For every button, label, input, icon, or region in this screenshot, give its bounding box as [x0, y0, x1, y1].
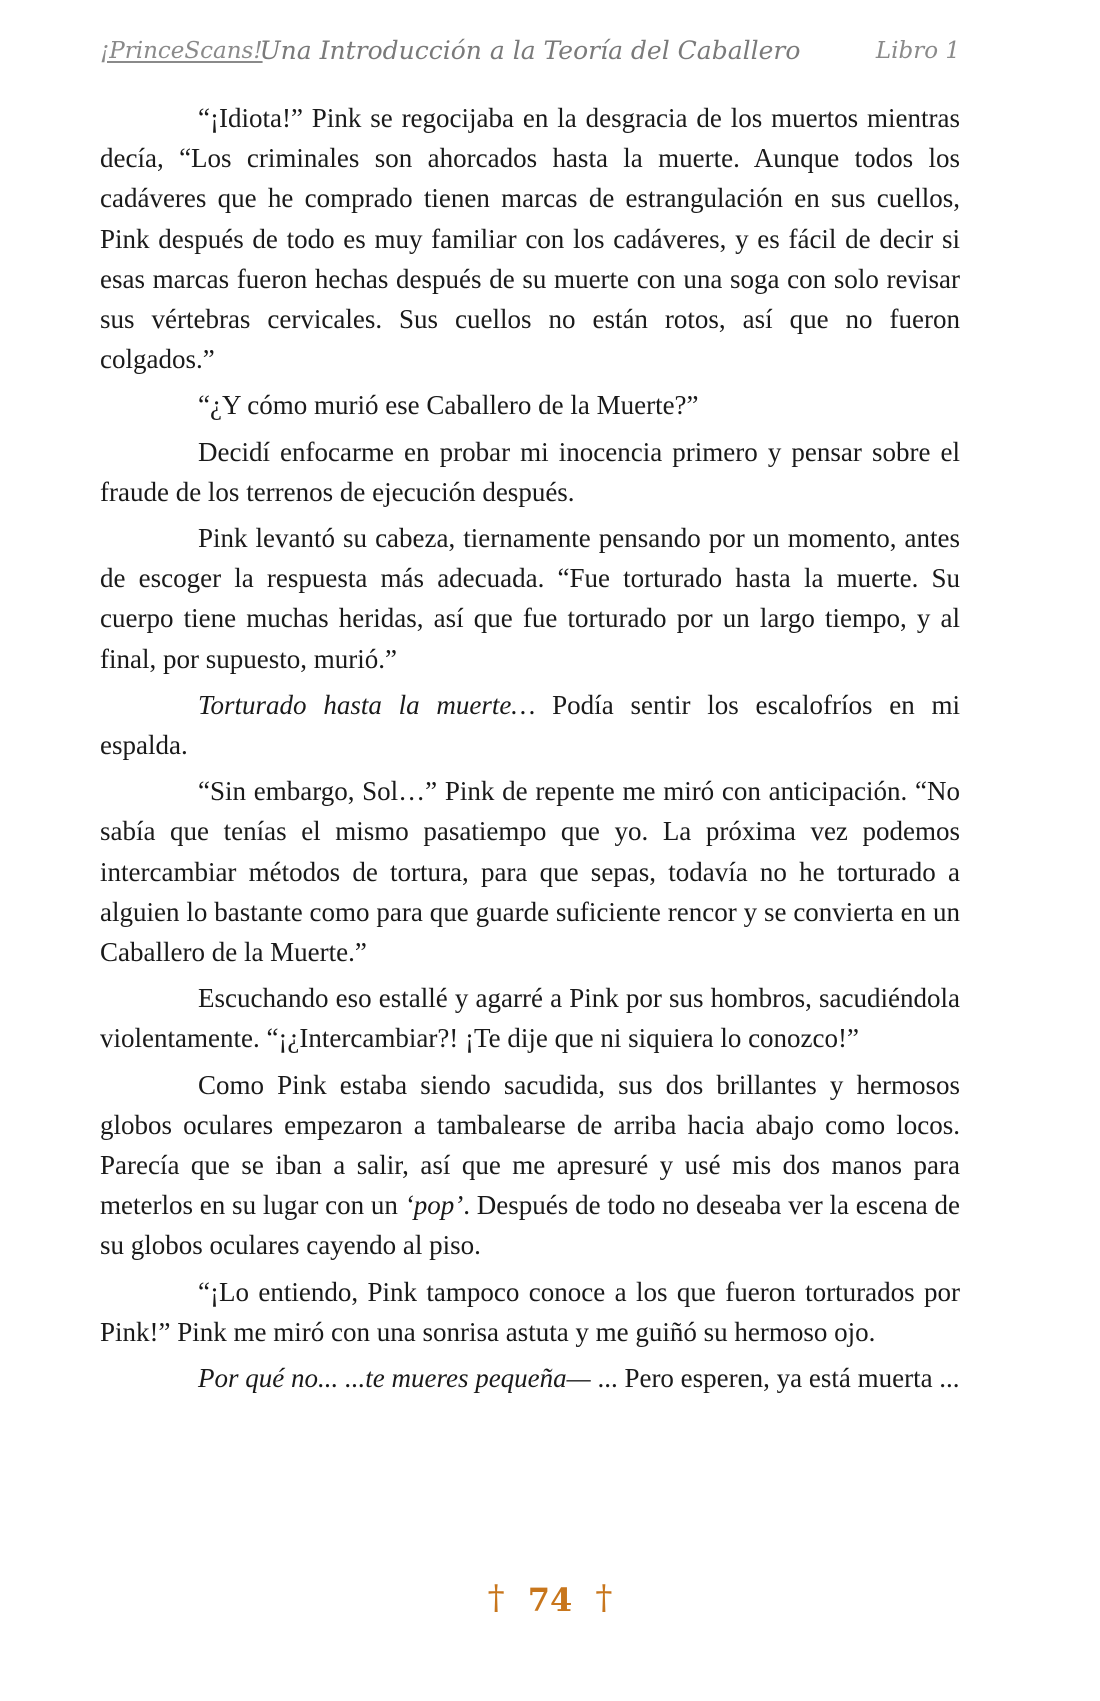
text-run: ... Pero esperen, ya está muerta ...: [590, 1363, 960, 1394]
paragraph: [100, 685, 960, 765]
text-run: Decidí enfocarme en probar mi inocencia primero y pensar sobre el fraude de los terrenos de ejecución después.: [100, 436, 960, 507]
text-run: . Después de todo no deseaba ver la escena de su globos oculares cayendo al piso.: [100, 1190, 960, 1261]
dagger-ornament-left-icon: †: [487, 1578, 505, 1618]
page-number: 74: [527, 1581, 573, 1619]
header-volume: Libro 1: [875, 38, 960, 64]
paragraph: [100, 518, 960, 679]
paragraph: [100, 1272, 960, 1352]
text-run: “¿Y cómo murió ese Caballero de la Muerte?”: [198, 390, 699, 421]
paragraph: [100, 771, 960, 972]
dagger-ornament-right-icon: †: [595, 1578, 613, 1618]
page-footer: [0, 1580, 1100, 1620]
chapter-text: [100, 98, 960, 1404]
paragraph: [100, 978, 960, 1058]
text-run: “¡Idiota!” Pink se regocijaba en la desgracia de los muertos mientras decía, “Los criminales son ahorcados hasta la muerte. Aunque todos los cadáveres que he comprado tienen marcas de estrangulación en sus cuellos, Pink después de todo es muy familiar con los cadáveres, y es fácil de decir si esas marcas fueron hechas después de su muerte con una soga con solo revisar sus vértebras cervicales. Sus cuellos no están rotos, así que no fueron colgados.”: [100, 103, 960, 375]
paragraph: [100, 1358, 960, 1398]
text-run: “Sin embargo, Sol…” Pink de repente me miró con anticipación. “No sabía que tenías el mismo pasatiempo que yo. La próxima vez podemos intercambiar métodos de tortura, para que sepas, todavía no he torturado a alguien lo bastante como para que guarde suficiente rencor y se convierta en un Caballero de la Muerte.”: [100, 776, 960, 968]
text-run: Como Pink estaba siendo sacudida, sus dos brillantes y hermosos globos oculares empezaron a tambalearse de arriba hacia abajo como locos. Parecía que se iban a salir, así que me apresuré y usé mis dos manos para meterlos en su lugar con un: [100, 1069, 960, 1221]
header-scanlator-name: ¡PrinceScans!: [100, 38, 263, 64]
text-run: Pink levantó su cabeza, tiernamente pensando por un momento, antes de escoger la respuesta más adecuada. “Fue torturado hasta la muerte. Su cuerpo tiene muchas heridas, así que fue torturado por un largo tiempo, y al final, por supuesto, murió.”: [100, 523, 960, 674]
paragraph: [100, 98, 960, 379]
text-run: Podía sentir los escalofríos en mi espalda.: [100, 689, 961, 761]
paragraph: [100, 432, 960, 512]
italic-text-run: ‘pop’: [404, 1190, 464, 1221]
text-run: “¡Lo entiendo, Pink tampoco conoce a los que fueron torturados por Pink!” Pink me miró con una sonrisa astuta y me guiñó su hermoso ojo.: [100, 1276, 960, 1347]
header-book-title: Una Introducción a la Teoría del Caballero: [259, 36, 801, 65]
italic-text-run: Por qué no... ...te mueres pequeña—: [198, 1363, 591, 1394]
text-run: Escuchando eso estallé y agarré a Pink por sus hombros, sacudiéndola violentamente. “¡¿Intercambiar?! ¡Te dije que ni siquiera lo conozco!”: [100, 983, 960, 1054]
paragraph: [100, 385, 960, 425]
running-header: [100, 38, 960, 78]
italic-text-run: Torturado hasta la muerte…: [198, 689, 536, 720]
paragraph: [100, 1065, 960, 1266]
